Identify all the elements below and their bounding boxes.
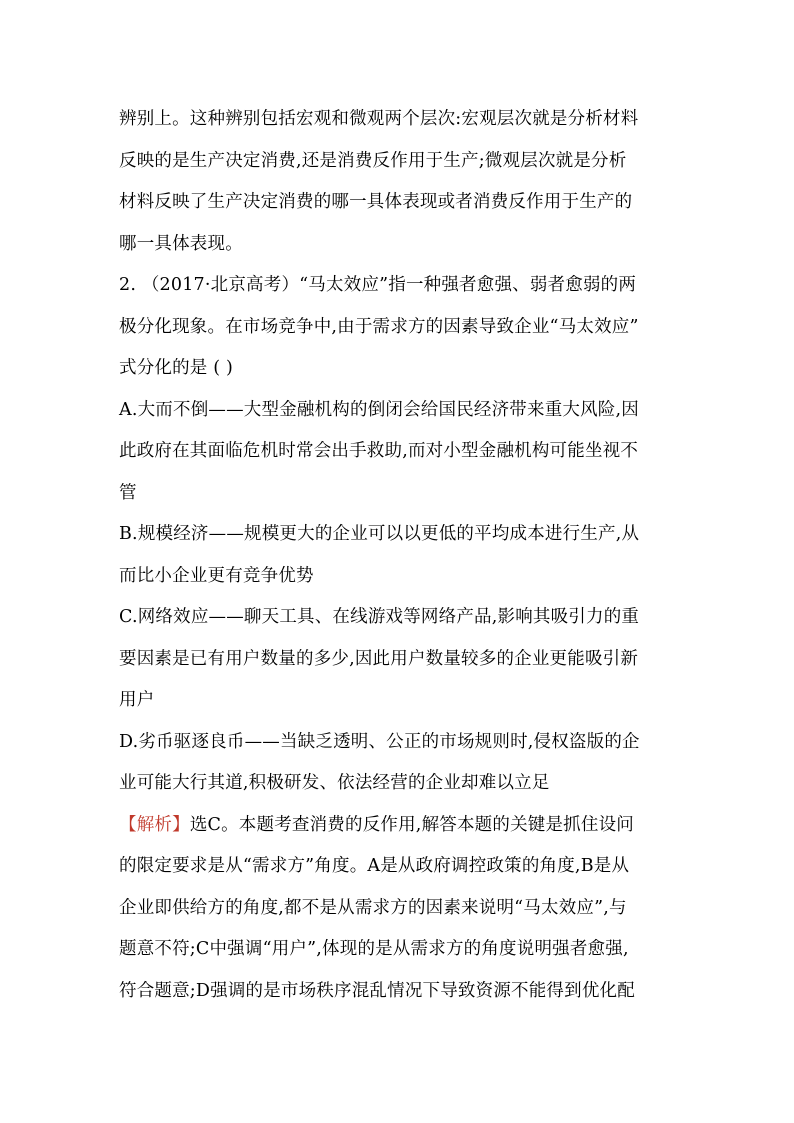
option-c-line: 要因素是已有用户数量的多少,因此用户数量较多的企业更能吸引新 — [119, 648, 639, 669]
analysis-line: 符合题意;D强调的是市场秩序混乱情况下导致资源不能得到优化配 — [119, 980, 635, 1001]
option-c-line: C.网络效应——聊天工具、在线游戏等网络产品,影响其吸引力的重 — [119, 607, 640, 627]
analysis-text: 选C。本题考查消费的反作用,解答本题的关键是抓住设问 — [189, 814, 634, 835]
text-line: 哪一具体表现。 — [119, 233, 243, 254]
text-line: 辨别上。这种辨别包括宏观和微观两个层次:宏观层次就是分析材料 — [119, 109, 639, 129]
analysis-line: 的限定要求是从“需求方”角度。A是从政府调控政策的角度,B是从 — [119, 856, 630, 876]
analysis-tag: 【解析】 — [119, 814, 190, 835]
document-body — [119, 99, 679, 1012]
analysis-line: 题意不符;C中强调“用户”,体现的是从需求方的角度说明强者愈强, — [119, 939, 629, 959]
text-line: 反映的是生产决定消费,还是消费反作用于生产;微观层次就是分析 — [119, 150, 627, 171]
option-c-line: 用户 — [119, 690, 155, 710]
option-d-line: D.劣币驱逐良币——当缺乏透明、公正的市场规则时,侵权盗版的企 — [119, 731, 640, 752]
analysis-line: 企业即供给方的角度,都不是从需求方的因素来说明“马太效应”,与 — [119, 897, 627, 918]
option-b-line: 而比小企业更有竞争优势 — [119, 565, 314, 586]
analysis-first-line — [119, 805, 679, 847]
text-line: 材料反映了生产决定消费的哪一具体表现或者消费反作用于生产的 — [119, 192, 633, 212]
question-stem-line: 极分化现象。在市场竞争中,由于需求方的因素导致企业“马太效应” — [119, 316, 639, 337]
option-d-line: 业可能大行其道,积极研发、依法经营的企业却难以立足 — [119, 773, 550, 793]
option-b-line: B.规模经济——规模更大的企业可以以更低的平均成本进行生产,从 — [119, 524, 640, 544]
option-a-line: 管 — [119, 482, 137, 503]
question-stem-line: 2. （2017·北京高考）“马太效应”指一种强者愈强、弱者愈弱的两 — [119, 275, 637, 295]
question-stem-line: 式分化的是 ( ) — [119, 358, 234, 378]
option-a-line: 此政府在其面临危机时常会出手救助,而对小型金融机构可能坐视不 — [119, 441, 639, 461]
option-a-line: A.大而不倒——大型金融机构的倒闭会给国民经济带来重大风险,因 — [119, 399, 639, 420]
